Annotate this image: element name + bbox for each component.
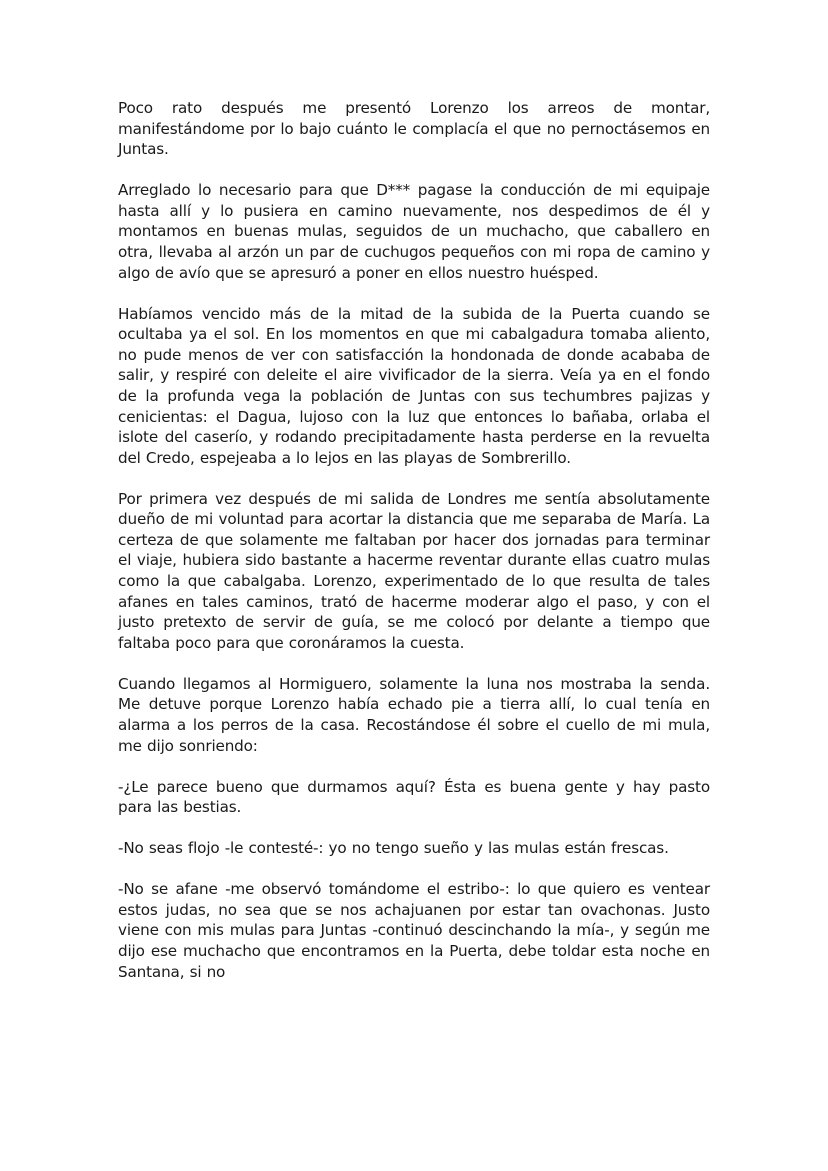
paragraph-4: Por primera vez después de mi salida de Londres me sentía absolutamente dueño de mi voluntad para acortar la distancia que me separaba de María. La certeza de que solamente me faltaban por hacer dos jornadas para terminar el viaje, hubiera sido bastante a hacerme reventar durante ellas cuatro mulas como la que cabalgaba. Lorenzo, experimentado de lo que resulta de tales afanes en tales caminos, trató de hacerme moderar algo el paso, y con el justo pretexto de servir de guía, se me colocó por delante a tiempo que faltaba poco para que coronáramos la cuesta. xyxy=(118,489,710,652)
paragraph-5: Cuando llegamos al Hormiguero, solamente la luna nos mostraba la senda. Me detuve porque Lorenzo había echado pie a tierra allí, lo cual tenía en alarma a los perros de la casa. Recostándose él sobre el cuello de mi mula, me dijo sonriendo: xyxy=(118,674,710,755)
dialogue-paragraph-2: -No seas flojo -le contesté-: yo no tengo sueño y las mulas están frescas. xyxy=(118,839,669,858)
paragraph-3: Habíamos vencido más de la mitad de la subida de la Puerta cuando se ocultaba ya el sol. En los momentos en que mi cabalgadura tomaba aliento, no pude menos de ver con satisfacción la hondonada de donde acababa de salir, y respiré con deleite el aire vivificador de la sierra. Veía ya en el fondo de la profunda vega la población de Juntas con sus techumbres pajizas y cenicientas: el Dagua, lujoso con la luz que entonces lo bañaba, orlaba el islote del caserío, y rodando precipitadamente hasta perderse en la revuelta del Credo, espejeaba a lo lejos en las playas de Sombrerillo. xyxy=(118,304,710,467)
document-page xyxy=(118,98,710,1003)
paragraph-1: Poco rato después me presentó Lorenzo los arreos de montar, manifestándome por lo bajo cuánto le complacía el que no pernoctásemos en Juntas. xyxy=(118,99,710,159)
paragraph-2: Arreglado lo necesario para que D*** pagase la conducción de mi equipaje hasta allí y lo pusiera en camino nuevamente, nos despedimos de él y montamos en buenas mulas, seguidos de un muchacho, que caballero en otra, llevaba al arzón un par de cuchugos pequeños con mi ropa de camino y algo de avío que se apresuró a poner en ellos nuestro huésped. xyxy=(118,181,710,282)
dialogue-paragraph-3: -No se afane -me observó tomándome el estribo-: lo que quiero es ventear estos judas, no sea que se nos achajuanen por estar tan ovachonas. Justo viene con mis mulas para Juntas -continuó descinchando la mía-, y según me dijo ese muchacho que encontramos en la Puerta, debe toldar esta noche en Santana, si no xyxy=(118,880,710,981)
dialogue-paragraph-1: -¿Le parece bueno que durmamos aquí? Ésta es buena gente y hay pasto para las bestias. xyxy=(118,777,710,817)
